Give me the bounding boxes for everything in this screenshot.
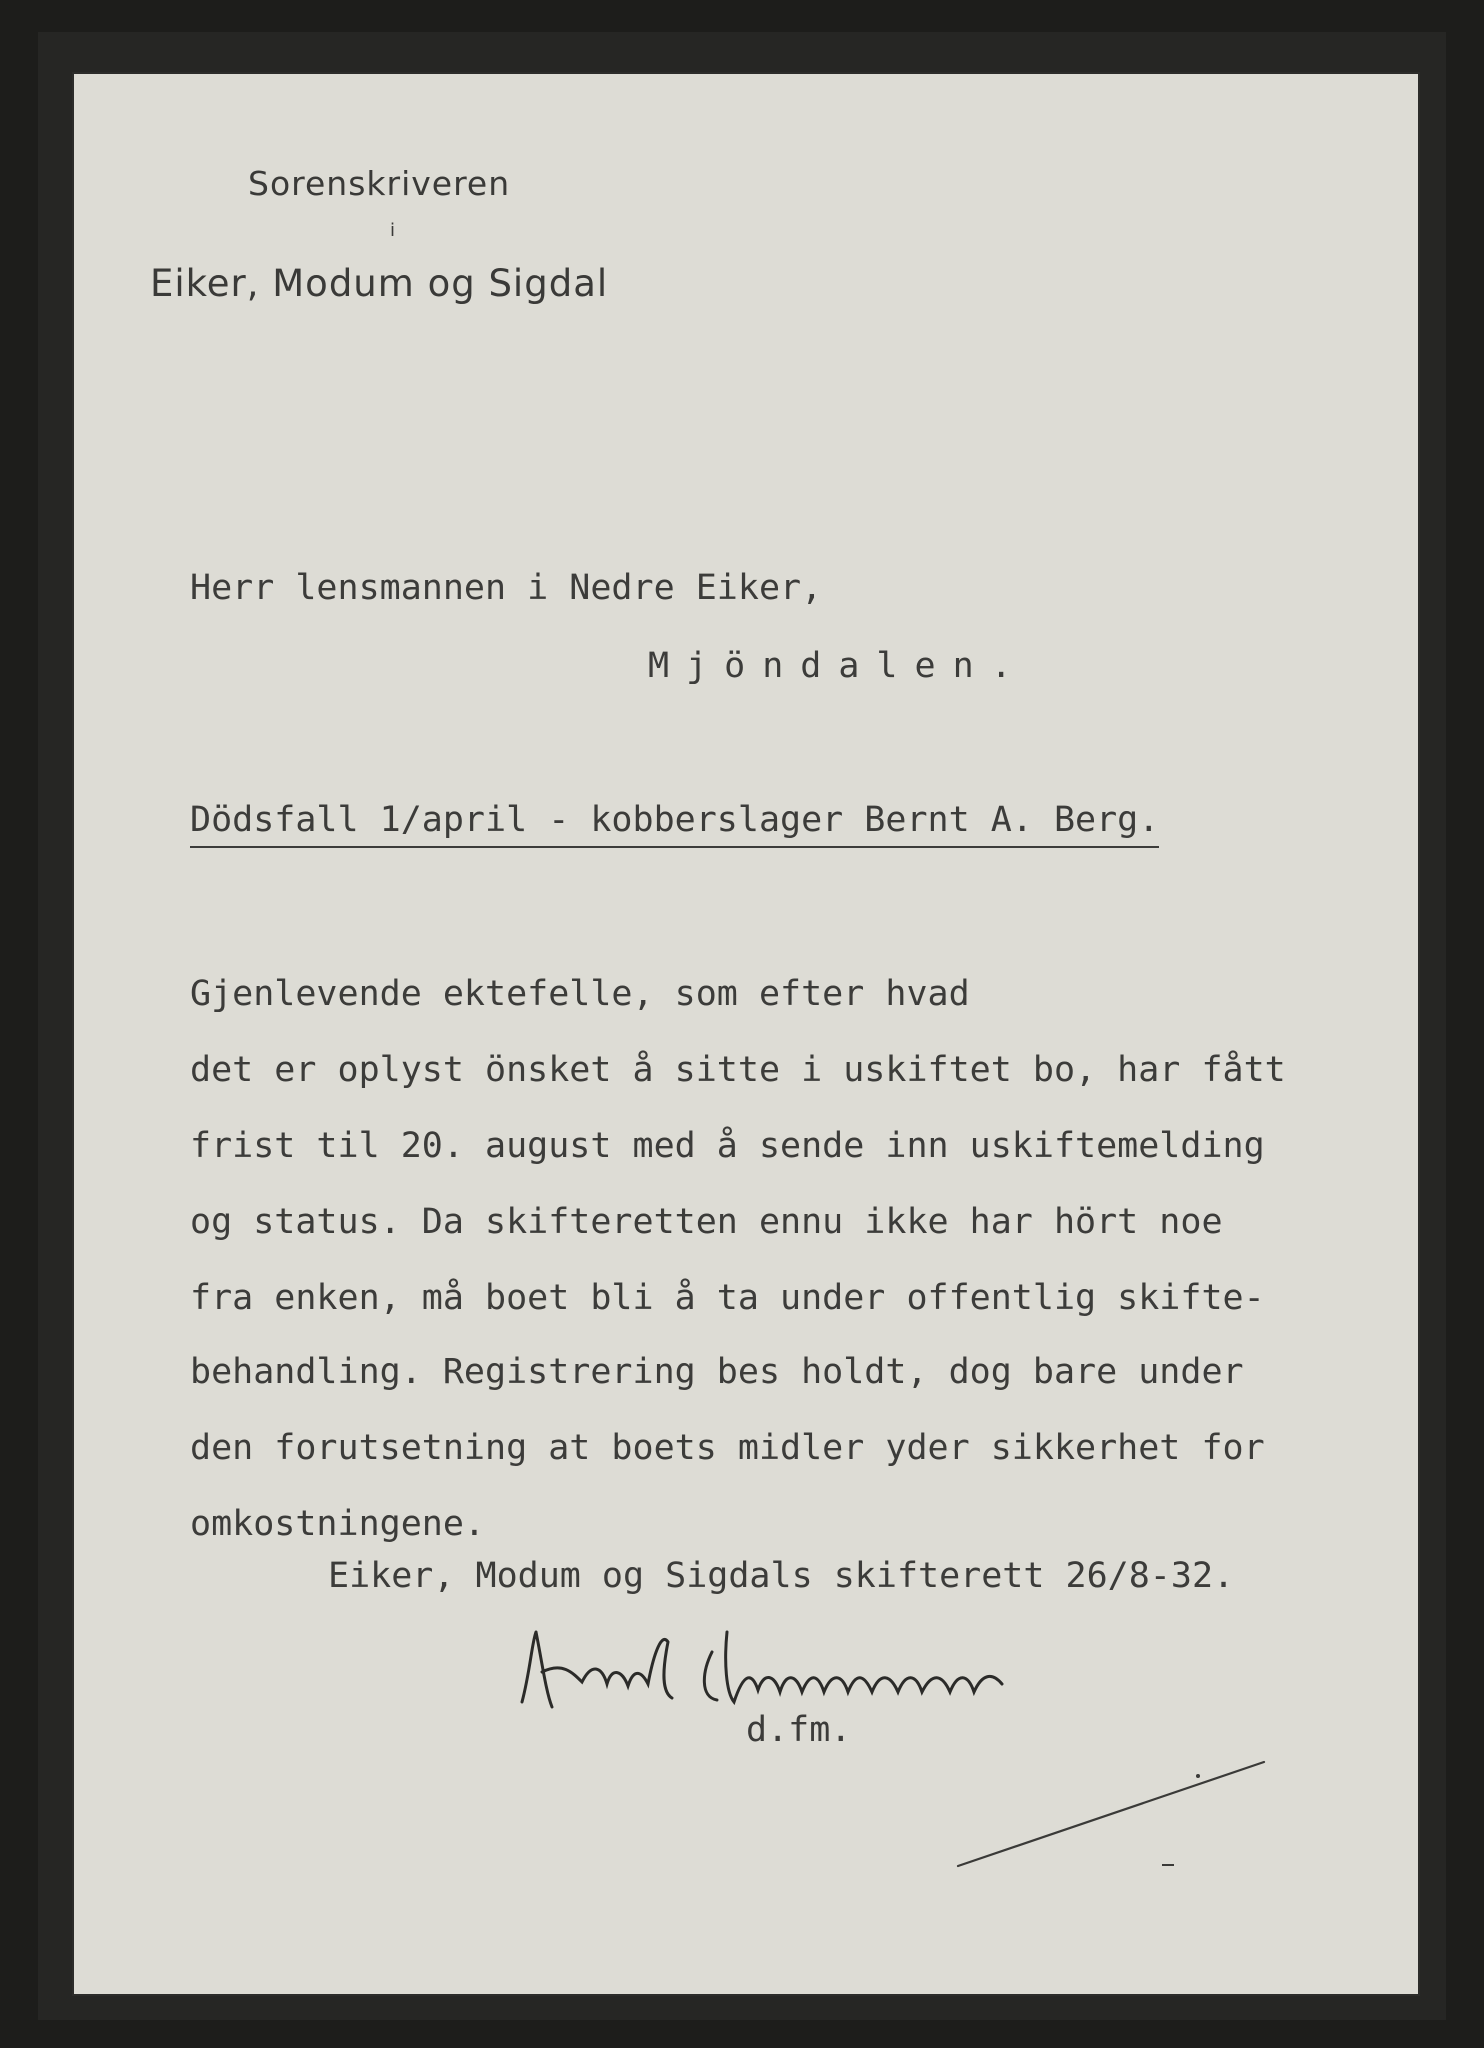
closing-line: Eiker, Modum og Sigdals skifterett 26/8-32. [328,1556,1235,1596]
body-line: det er oplyst önsket å sitte i uskiftet bo, har fått [190,1050,1286,1090]
addressee-city: Mjöndalen. [648,646,1029,686]
letterhead-connector: i [390,220,396,241]
pen-stroke-mark [952,1752,1272,1872]
signature-title: d.fm. [746,1710,852,1750]
letter-page [72,72,1420,1996]
body-line: frist til 20. august med å sende inn uskiftemelding [190,1126,1265,1166]
letterhead-title: Sorenskriveren [248,164,511,203]
body-line: og status. Da skifteretten ennu ikke har hört noe [190,1202,1223,1242]
letterhead-district: Eiker, Modum og Sigdal [150,262,609,305]
body-line: Gjenlevende ektefelle, som efter hvad [190,974,970,1014]
body-line: den forutsetning at boets midler yder sikkerhet for [190,1428,1265,1468]
addressee-line: Herr lensmannen i Nedre Eiker, [190,568,823,608]
subject-line: Dödsfall 1/april - kobberslager Bernt A. Berg. [190,800,1159,848]
body-line: fra enken, må boet bli å ta under offentlig skifte- [190,1278,1265,1318]
handwritten-signature [512,1612,1032,1722]
body-line: behandling. Registrering bes holdt, dog bare under [190,1352,1244,1392]
body-line: omkostningene. [190,1504,486,1544]
